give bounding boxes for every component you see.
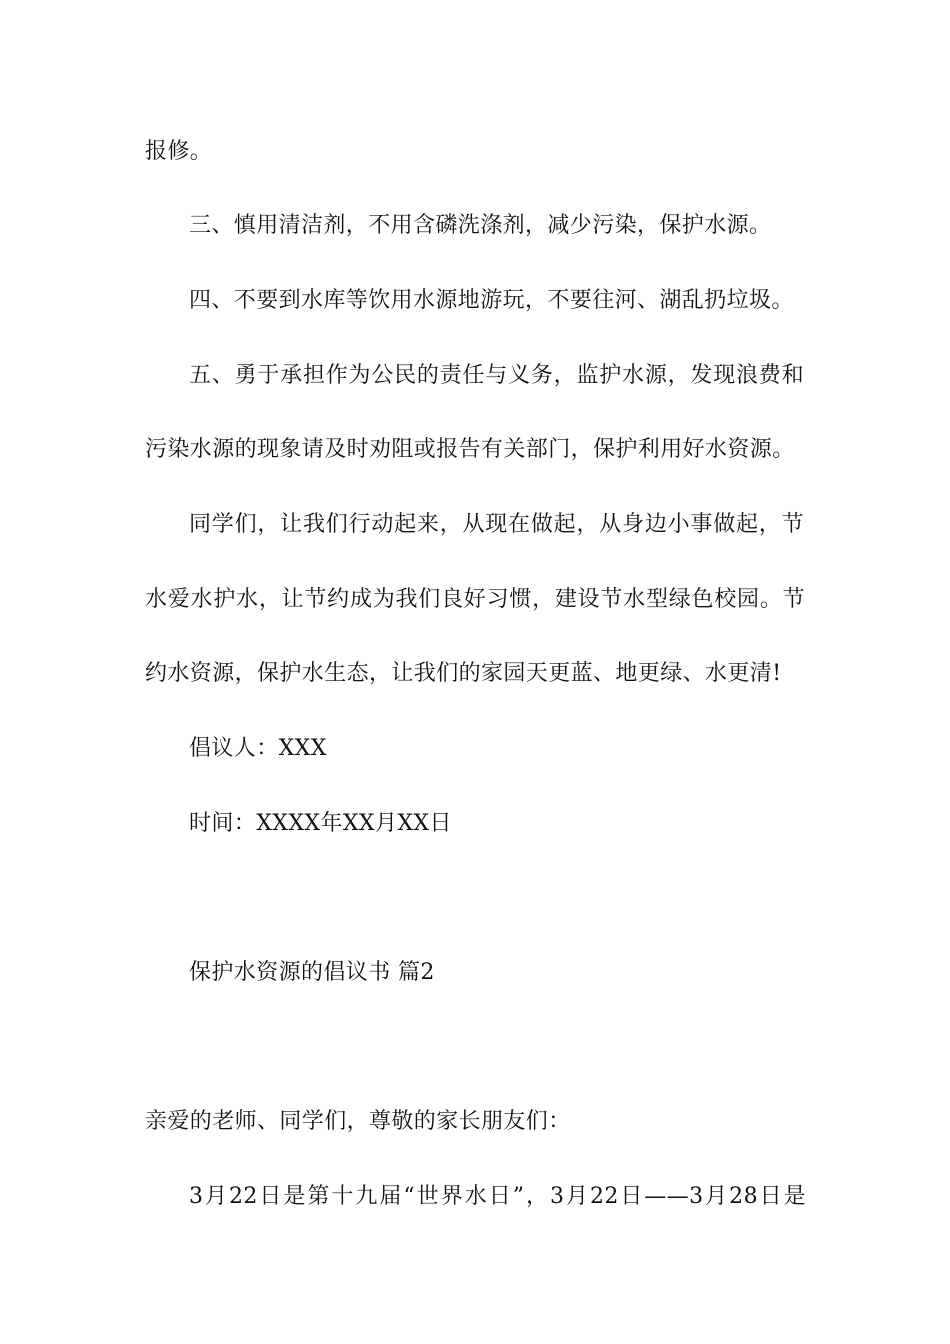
text-line-7: 水爱水护水，让节约成为我们良好习惯，建设节水型绿色校园。节: [145, 587, 805, 612]
salutation-line: 亲爱的老师、同学们，尊敬的家长朋友们：: [145, 1109, 571, 1134]
signer-line: 倡议人：XXX: [189, 736, 327, 761]
text-line-5: 污染水源的现象请及时劝阻或报告有关部门，保护利用好水资源。: [145, 437, 795, 462]
text-line-1: 报修。: [145, 139, 213, 164]
text-line-13: 3月22日是第十九届“世界水日”，3月22日——3月28日是: [189, 1184, 806, 1209]
text-line-6: 同学们，让我们行动起来，从现在做起，从身边小事做起，节: [189, 512, 804, 537]
text-line-3: 四、不要到水库等饮用水源地游玩，不要往河、湖乱扔垃圾。: [189, 288, 794, 313]
text-line-8: 约水资源，保护水生态，让我们的家园天更蓝、地更绿、水更清!: [145, 661, 782, 686]
text-line-4: 五、勇于承担作为公民的责任与义务，监护水源，发现浪费和: [189, 363, 804, 388]
text-line-2: 三、慎用清洁剂，不用含磷洗涤剂，减少污染，保护水源。: [189, 213, 772, 238]
section-heading: 保护水资源的倡议书 篇2: [189, 960, 435, 985]
date-line: 时间：XXXX年XX月XX日: [189, 811, 452, 836]
